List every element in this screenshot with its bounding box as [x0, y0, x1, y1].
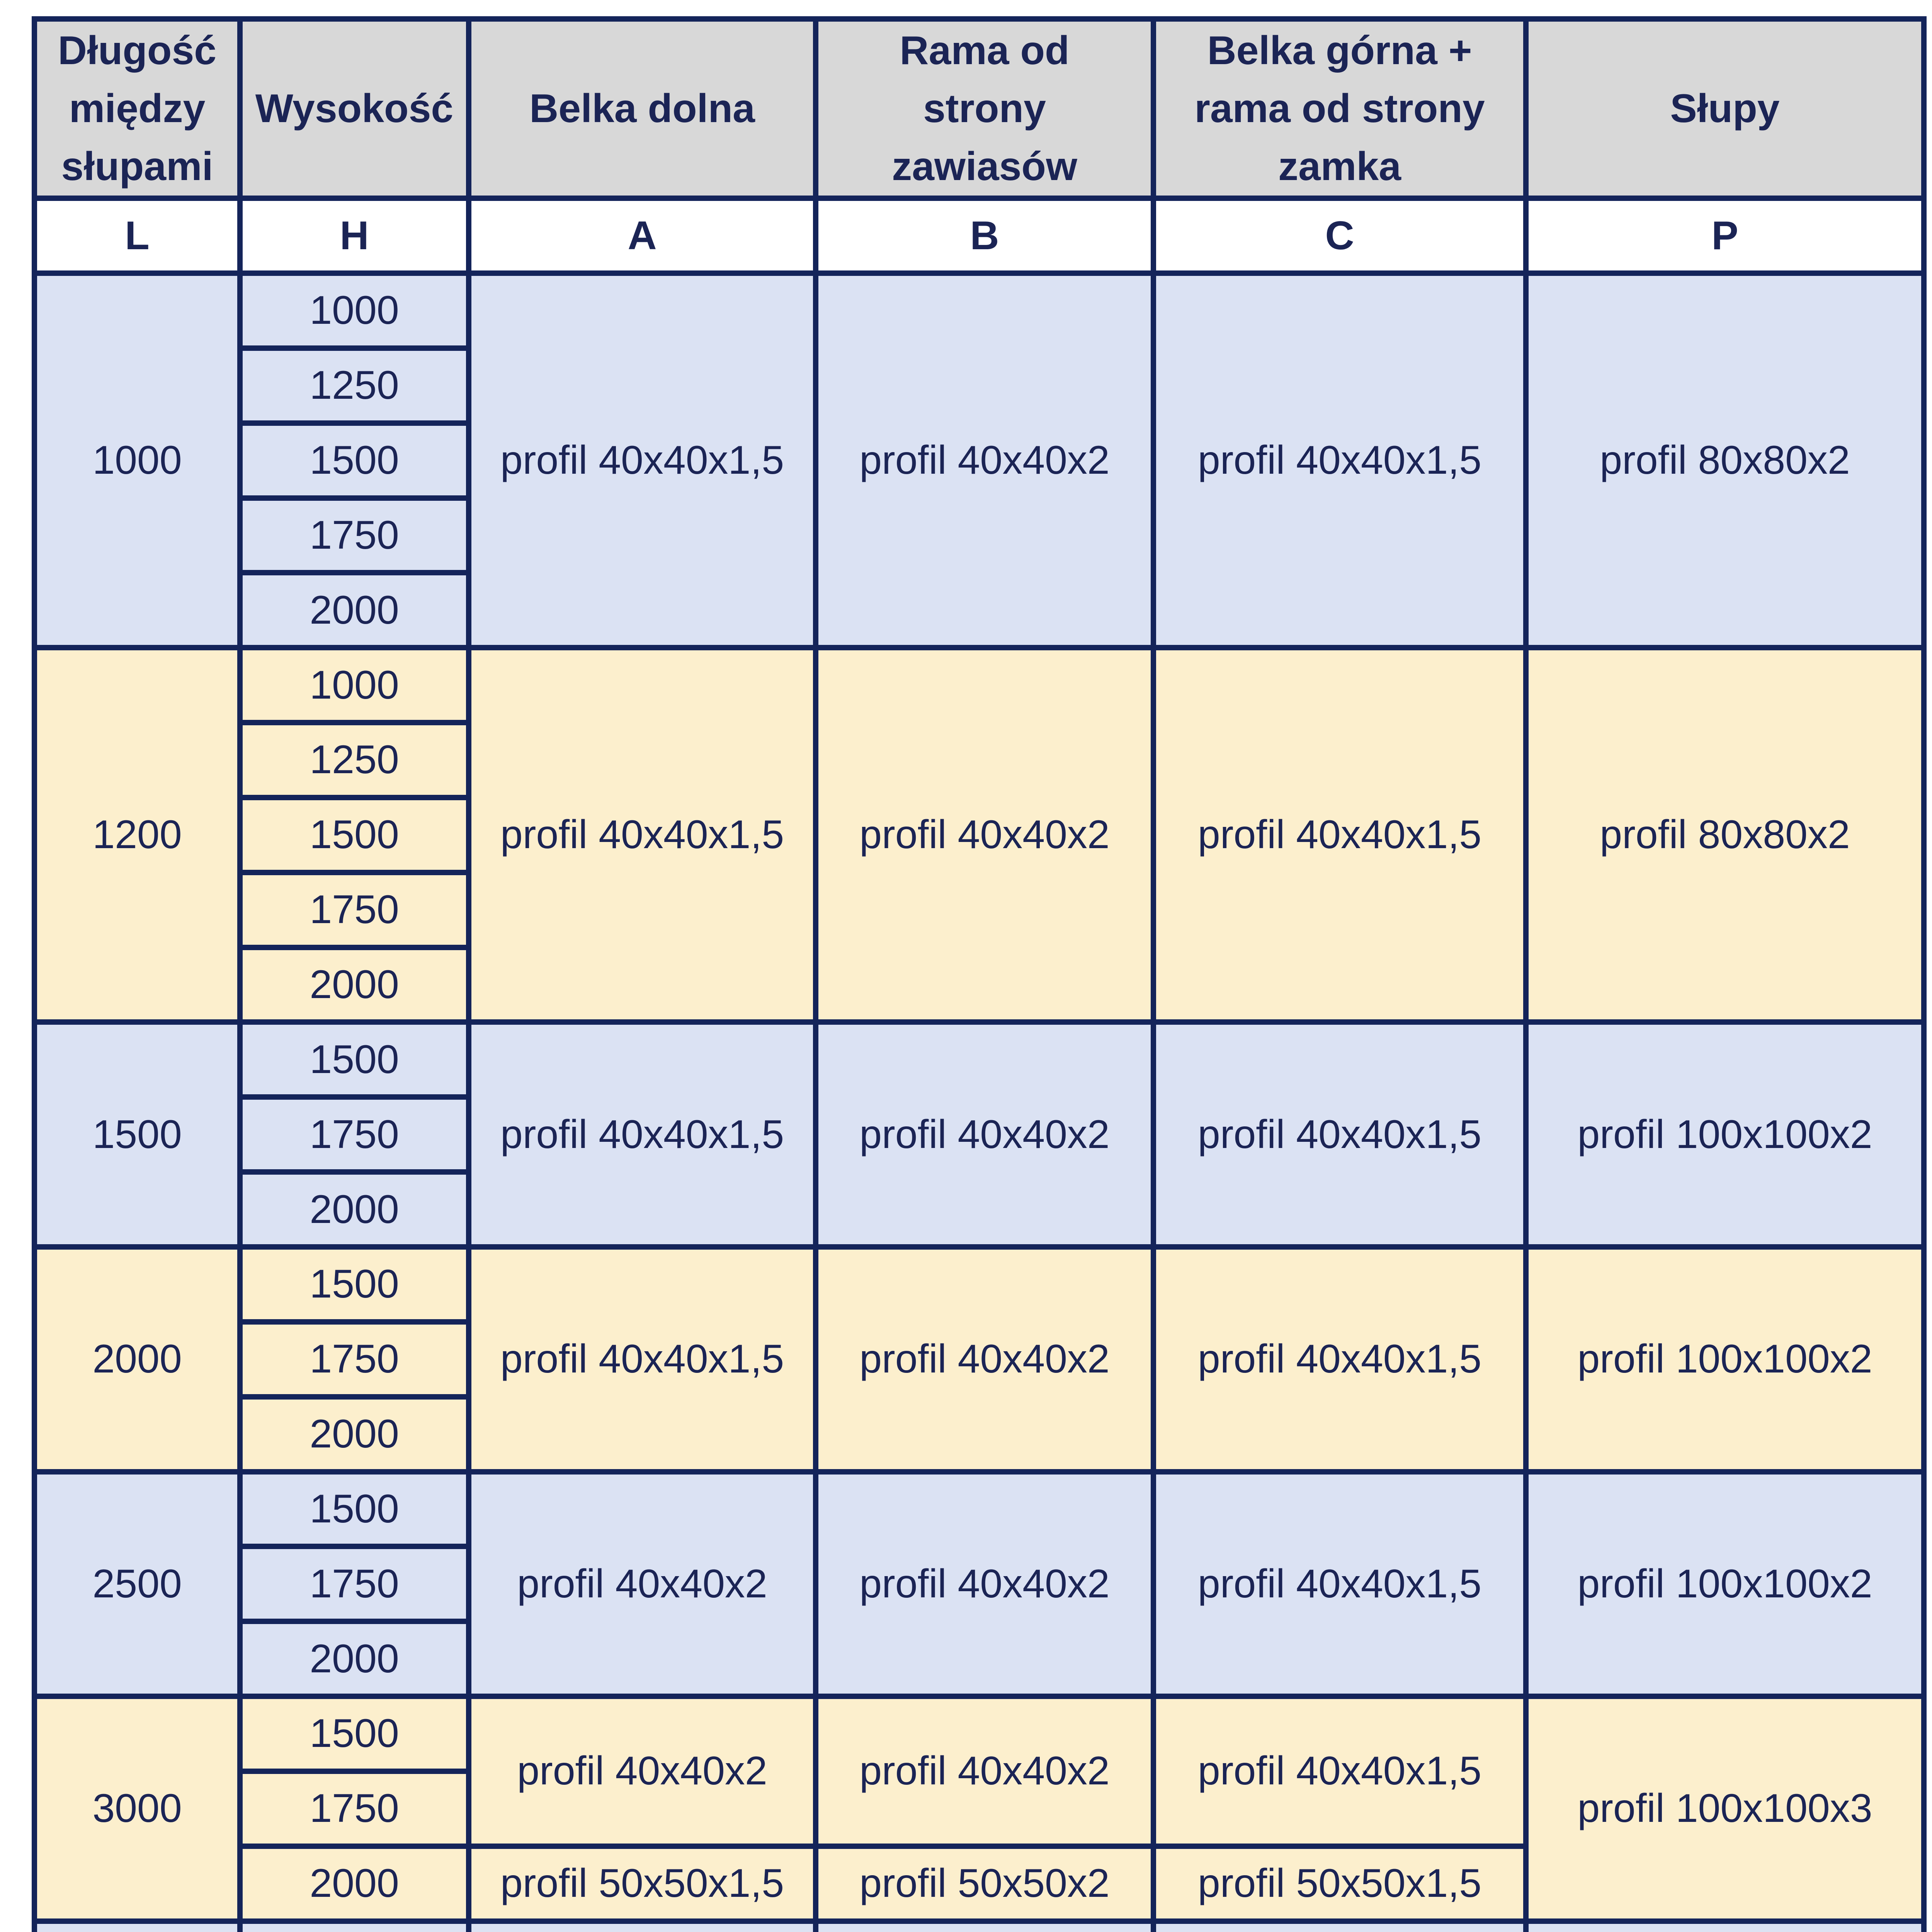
- posts-cell: profil 80x80x2: [1526, 648, 1924, 1022]
- top-beam-cell: profil 40x40x1,5: [1153, 648, 1526, 1022]
- top-beam-cell: profil 40x40x1,5: [1153, 1696, 1526, 1846]
- bottom-beam-cell: profil 40x40x1,5: [469, 648, 816, 1022]
- table-row: [34, 1921, 1924, 1932]
- header-hinge-frame: Rama od strony zawiasów: [816, 19, 1153, 198]
- header-height: Wysokość: [240, 19, 469, 198]
- table-row: [34, 1022, 1924, 1097]
- height-cell: [240, 1921, 469, 1932]
- table-row: [34, 1472, 1924, 1547]
- height-cell: 1750: [240, 1546, 469, 1621]
- header-posts: Słupy: [1526, 19, 1924, 198]
- height-cell: 1250: [240, 348, 469, 423]
- posts-cell: profil 80x80x2: [1526, 273, 1924, 648]
- length-cell: 3000: [34, 1696, 240, 1921]
- length-cell: 2000: [34, 1247, 240, 1472]
- height-cell: 1500: [240, 1247, 469, 1322]
- posts-cell: profil 100x100x2: [1526, 1247, 1924, 1472]
- spec-table-container: [32, 16, 1921, 1932]
- height-cell: 2000: [240, 573, 469, 648]
- height-cell: 1500: [240, 798, 469, 872]
- profile-spec-table: [32, 16, 1927, 1932]
- length-cell: 2500: [34, 1472, 240, 1697]
- height-cell: 2000: [240, 1621, 469, 1696]
- bottom-beam-cell: profil 50x50x1,5: [469, 1846, 816, 1921]
- top-beam-cell: profil 40x40x1,5: [1153, 1472, 1526, 1697]
- hinge-frame-cell: profil 50x50x2: [816, 1846, 1153, 1921]
- length-cell: 1200: [34, 648, 240, 1022]
- bottom-beam-cell: profil 40x40x2: [469, 1696, 816, 1846]
- height-cell: 1750: [240, 1097, 469, 1172]
- table-row: [34, 1696, 1924, 1771]
- height-cell: 1500: [240, 1022, 469, 1097]
- bottom-beam-cell: profil 40x40x2: [469, 1472, 816, 1697]
- letter-row: [34, 198, 1924, 273]
- top-beam-cell: profil 40x40x1,5: [1153, 1247, 1526, 1472]
- height-cell: 1250: [240, 723, 469, 798]
- header-bottom-beam: Belka dolna: [469, 19, 816, 198]
- length-cell: [34, 1921, 240, 1932]
- posts-cell: profil 100x100x2: [1526, 1472, 1924, 1697]
- height-cell: 1000: [240, 648, 469, 723]
- table-row: [34, 648, 1924, 723]
- top-beam-cell: profil 40x40x1,5: [1153, 1022, 1526, 1247]
- top-beam-cell: profil 40x40x1,5: [1153, 273, 1526, 648]
- header-top-beam: Belka górna + rama od strony zamka: [1153, 19, 1526, 198]
- posts-cell: [1526, 1921, 1924, 1932]
- height-cell: 2000: [240, 1172, 469, 1247]
- bottom-beam-cell: profil 40x40x1,5: [469, 1247, 816, 1472]
- height-cell: 1750: [240, 1322, 469, 1397]
- height-cell: 1750: [240, 872, 469, 947]
- height-cell: 1750: [240, 1771, 469, 1846]
- top-beam-cell: [1153, 1921, 1526, 1932]
- height-cell: 1500: [240, 423, 469, 498]
- letter-B: B: [816, 198, 1153, 273]
- height-cell: 2000: [240, 1846, 469, 1921]
- length-cell: 1500: [34, 1022, 240, 1247]
- bottom-beam-cell: [469, 1921, 816, 1932]
- bottom-beam-cell: profil 40x40x1,5: [469, 1022, 816, 1247]
- header-row: [34, 19, 1924, 198]
- header-length: Długość między słupami: [34, 19, 240, 198]
- hinge-frame-cell: profil 40x40x2: [816, 648, 1153, 1022]
- letter-A: A: [469, 198, 816, 273]
- table-body: [34, 273, 1924, 1932]
- posts-cell: profil 100x100x2: [1526, 1022, 1924, 1247]
- hinge-frame-cell: [816, 1921, 1153, 1932]
- hinge-frame-cell: profil 40x40x2: [816, 1472, 1153, 1697]
- hinge-frame-cell: profil 40x40x2: [816, 273, 1153, 648]
- length-cell: 1000: [34, 273, 240, 648]
- height-cell: 1500: [240, 1696, 469, 1771]
- bottom-beam-cell: profil 40x40x1,5: [469, 273, 816, 648]
- letter-L: L: [34, 198, 240, 273]
- hinge-frame-cell: profil 40x40x2: [816, 1022, 1153, 1247]
- hinge-frame-cell: profil 40x40x2: [816, 1247, 1153, 1472]
- height-cell: 1750: [240, 498, 469, 573]
- table-row: [34, 273, 1924, 348]
- top-beam-cell: profil 50x50x1,5: [1153, 1846, 1526, 1921]
- hinge-frame-cell: profil 40x40x2: [816, 1696, 1153, 1846]
- height-cell: 2000: [240, 1397, 469, 1472]
- letter-P: P: [1526, 198, 1924, 273]
- height-cell: 1000: [240, 273, 469, 348]
- table-row: [34, 1247, 1924, 1322]
- letter-H: H: [240, 198, 469, 273]
- letter-C: C: [1153, 198, 1526, 273]
- height-cell: 2000: [240, 947, 469, 1022]
- height-cell: 1500: [240, 1472, 469, 1547]
- posts-cell: profil 100x100x3: [1526, 1696, 1924, 1921]
